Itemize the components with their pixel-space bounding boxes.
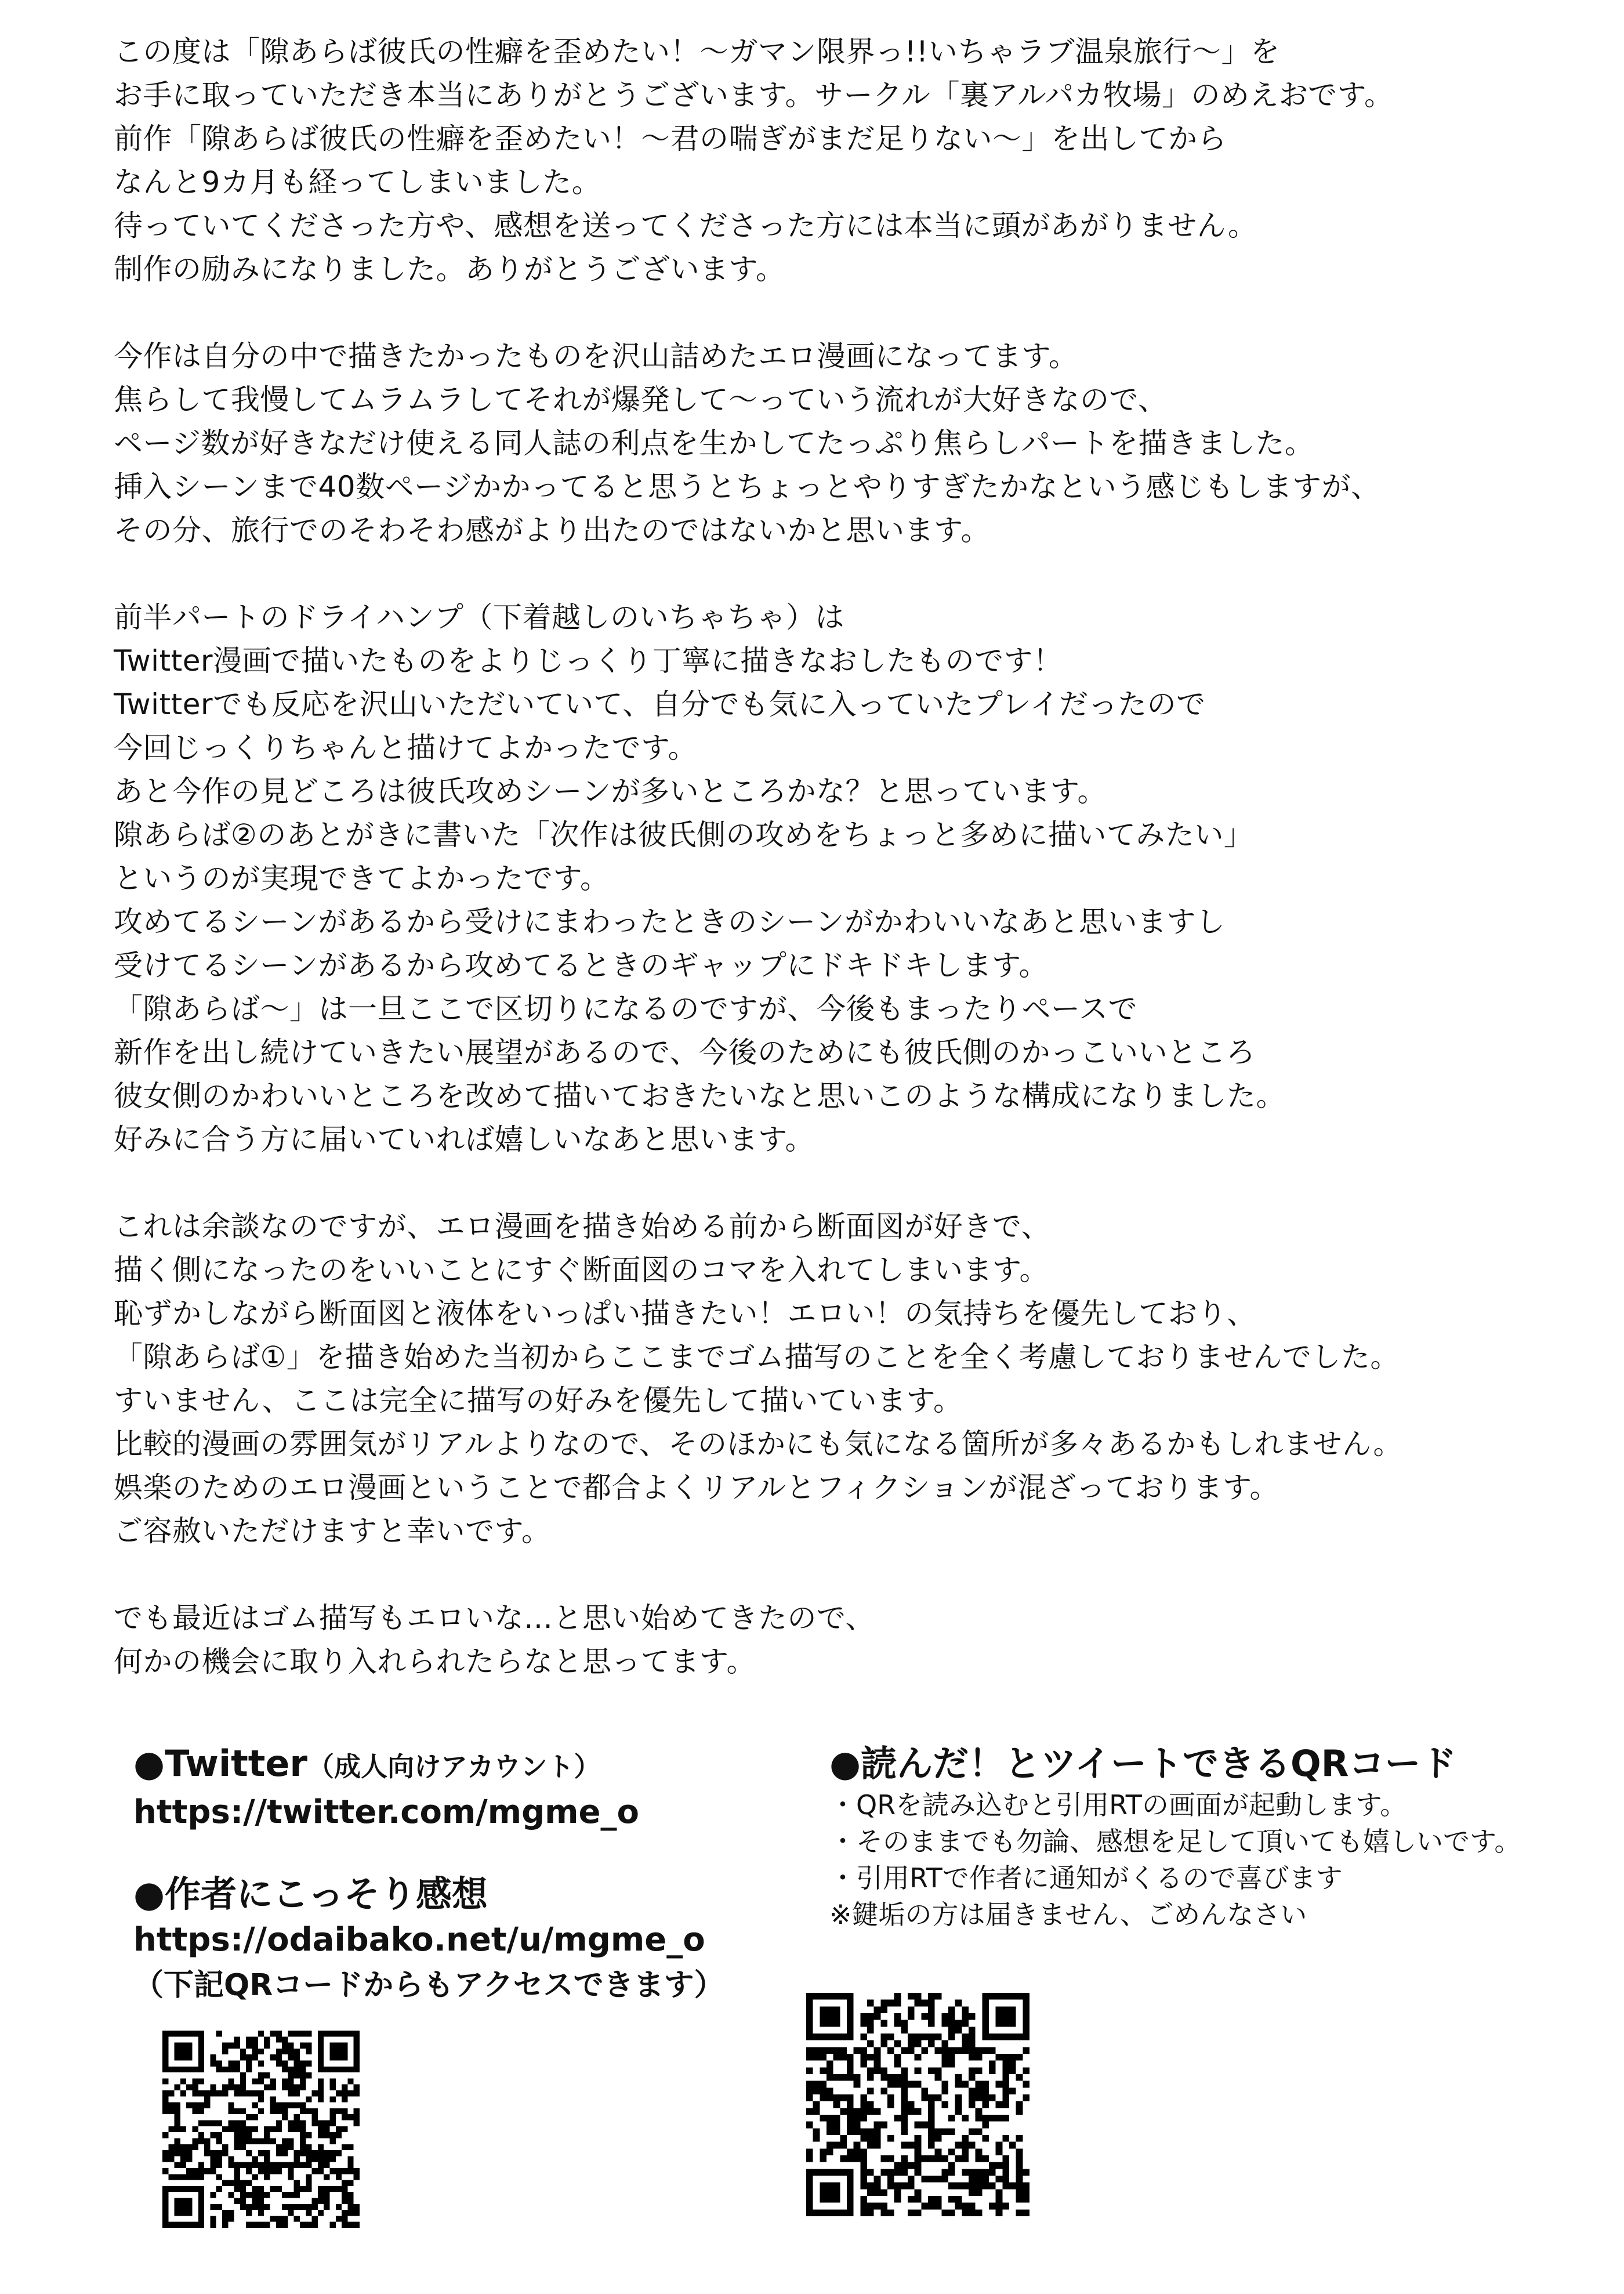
text-line: これは余談なのですが、エロ漫画を描き始める前から断面図が好きで、: [114, 1210, 1050, 1243]
twitter-link[interactable]: https://twitter.com/mgme_o: [133, 1793, 639, 1831]
bullet-item: ※鍵垢の方は届きません、ごめんなさい: [829, 1899, 1307, 1930]
text-line: 「隙あらば〜」は一旦ここで区切りになるのですが、今後もまったりペースで: [114, 992, 1137, 1026]
odaibako-note: （下記QRコードからもアクセスできます）: [133, 1968, 724, 2003]
qr-code-icon: [162, 2031, 360, 2228]
paragraph-highlights: [114, 596, 1564, 1162]
text-line: ページ数が好きなだけ使える同人誌の利点を生かしてたっぷり焦らしパートを描きました。: [114, 426, 1314, 460]
tweet-qr-heading: ●読んだ！とツイートできるQRコード: [829, 1742, 1457, 1785]
odaibako-link[interactable]: https://odaibako.net/u/mgme_o: [133, 1921, 705, 1959]
text-line: 新作を出し続けていきたい展望があるので、今後のためにも彼氏側のかっこいいところ: [114, 1036, 1256, 1069]
text-line: 何かの機会に取り入れられたらなと思ってます。: [114, 1645, 756, 1678]
text-line: 彼女側のかわいいところを改めて描いておきたいなと思いこのような構成になりました。: [114, 1079, 1285, 1113]
tweet-qr-code[interactable]: [806, 1993, 1030, 2216]
text-line: 隙あらば②のあとがきに書いた「次作は彼氏側の攻めをちょっと多めに描いてみたい」: [114, 818, 1253, 852]
text-line: 制作の励みになりました。ありがとうございます。: [114, 252, 785, 286]
bullet-item: ・引用RTで作者に通知がくるので喜びます: [829, 1862, 1343, 1894]
paragraph-concept: [114, 335, 1564, 552]
paragraph-aside: [114, 1205, 1564, 1553]
contact-section: [133, 1741, 800, 2008]
text-line: 好みに合う方に届いていれば嬉しいなあと思います。: [114, 1123, 814, 1156]
odaibako-qr-code[interactable]: [162, 2031, 360, 2228]
bullet-item: ・そのままでも勿論、感想を足して頂いても嬉しいです。: [829, 1826, 1521, 1857]
afterword-body: [114, 30, 1564, 1727]
text-line: 攻めてるシーンがあるから受けにまわったときのシーンがかわいいなあと思いますし: [114, 905, 1226, 939]
twitter-heading-note: （成人向けアカウント）: [307, 1751, 601, 1782]
odaibako-heading: ●作者にこっそり感想: [133, 1873, 488, 1915]
text-line: あと今作の見どころは彼氏攻めシーンが多いところかな？と思っています。: [114, 775, 1107, 808]
text-line: 前作「隙あらば彼氏の性癖を歪めたい！〜君の喘ぎがまだ足りない〜」を出してから: [114, 122, 1227, 155]
twitter-heading: [133, 1741, 800, 1790]
text-line: でも最近はゴム描写もエロいな…と思い始めてきたので、: [114, 1601, 875, 1635]
text-line: というのが実現できてよかったです。: [114, 862, 610, 895]
text-line: その分、旅行でのそわそわ感がより出たのではないかと思います。: [114, 513, 990, 547]
text-line: 描く側になったのをいいことにすぐ断面図のコマを入れてしまいます。: [114, 1253, 1049, 1287]
text-line: 比較的漫画の雰囲気がリアルよりなので、そのほかにも気になる箇所が多々あるかもしれません。: [114, 1427, 1402, 1461]
text-line: 今回じっくりちゃんと描けてよかったです。: [114, 731, 697, 765]
text-line: 恥ずかしながら断面図と液体をいっぱい描きたい！エロい！の気持ちを優先しており、: [114, 1297, 1256, 1330]
text-line: 挿入シーンまで40数ページかかってると思うとちょっとやりすぎたかなという感じもしますが、: [114, 470, 1380, 504]
text-line: 今作は自分の中で描きたかったものを沢山詰めたエロ漫画になってます。: [114, 339, 1078, 373]
qr-code-icon: [806, 1993, 1030, 2216]
tweet-qr-section: [829, 1741, 1612, 1933]
text-line: 待っていてくださった方や、感想を送ってくださった方には本当に頭があがりません。: [114, 209, 1257, 243]
text-line: Twitterでも反応を沢山いただいていて、自分でも気に入っていたプレイだったので: [114, 688, 1206, 721]
text-line: 「隙あらば①」を描き始めた当初からここまでゴム描写のことを全く考慮しておりませんでした。: [114, 1340, 1400, 1374]
text-line: なんと9カ月も経ってしまいました。: [114, 165, 601, 199]
text-line: ご容赦いただけますと幸いです。: [114, 1514, 551, 1548]
text-line: お手に取っていただき本当にありがとうございます。サークル「裏アルパカ牧場」のめえおです。: [114, 78, 1394, 112]
text-line: 受けてるシーンがあるから攻めてるときのギャップにドキドキします。: [114, 949, 1048, 982]
text-line: 前半パートのドライハンプ（下着越しのいちゃちゃ）は: [114, 600, 844, 634]
text-line: Twitter漫画で描いたものをよりじっくり丁寧に描きなおしたものです！: [114, 644, 1063, 678]
bullet-item: ・QRを読み込むと引用RTの画面が起動します。: [829, 1789, 1407, 1821]
paragraph-closing: [114, 1597, 1564, 1684]
text-line: この度は「隙あらば彼氏の性癖を歪めたい！〜ガマン限界っ!!いちゃラブ温泉旅行〜」を: [114, 35, 1280, 68]
paragraph-greeting: [114, 30, 1564, 291]
twitter-heading-label: ●Twitter: [133, 1742, 308, 1785]
text-line: 焦らして我慢してムラムラしてそれが爆発して〜っていう流れが大好きなので、: [114, 383, 1168, 417]
text-line: 娯楽のためのエロ漫画ということで都合よくリアルとフィクションが混ざっております。: [114, 1471, 1279, 1504]
text-line: すいません、ここは完全に描写の好みを優先して描いています。: [114, 1384, 963, 1417]
